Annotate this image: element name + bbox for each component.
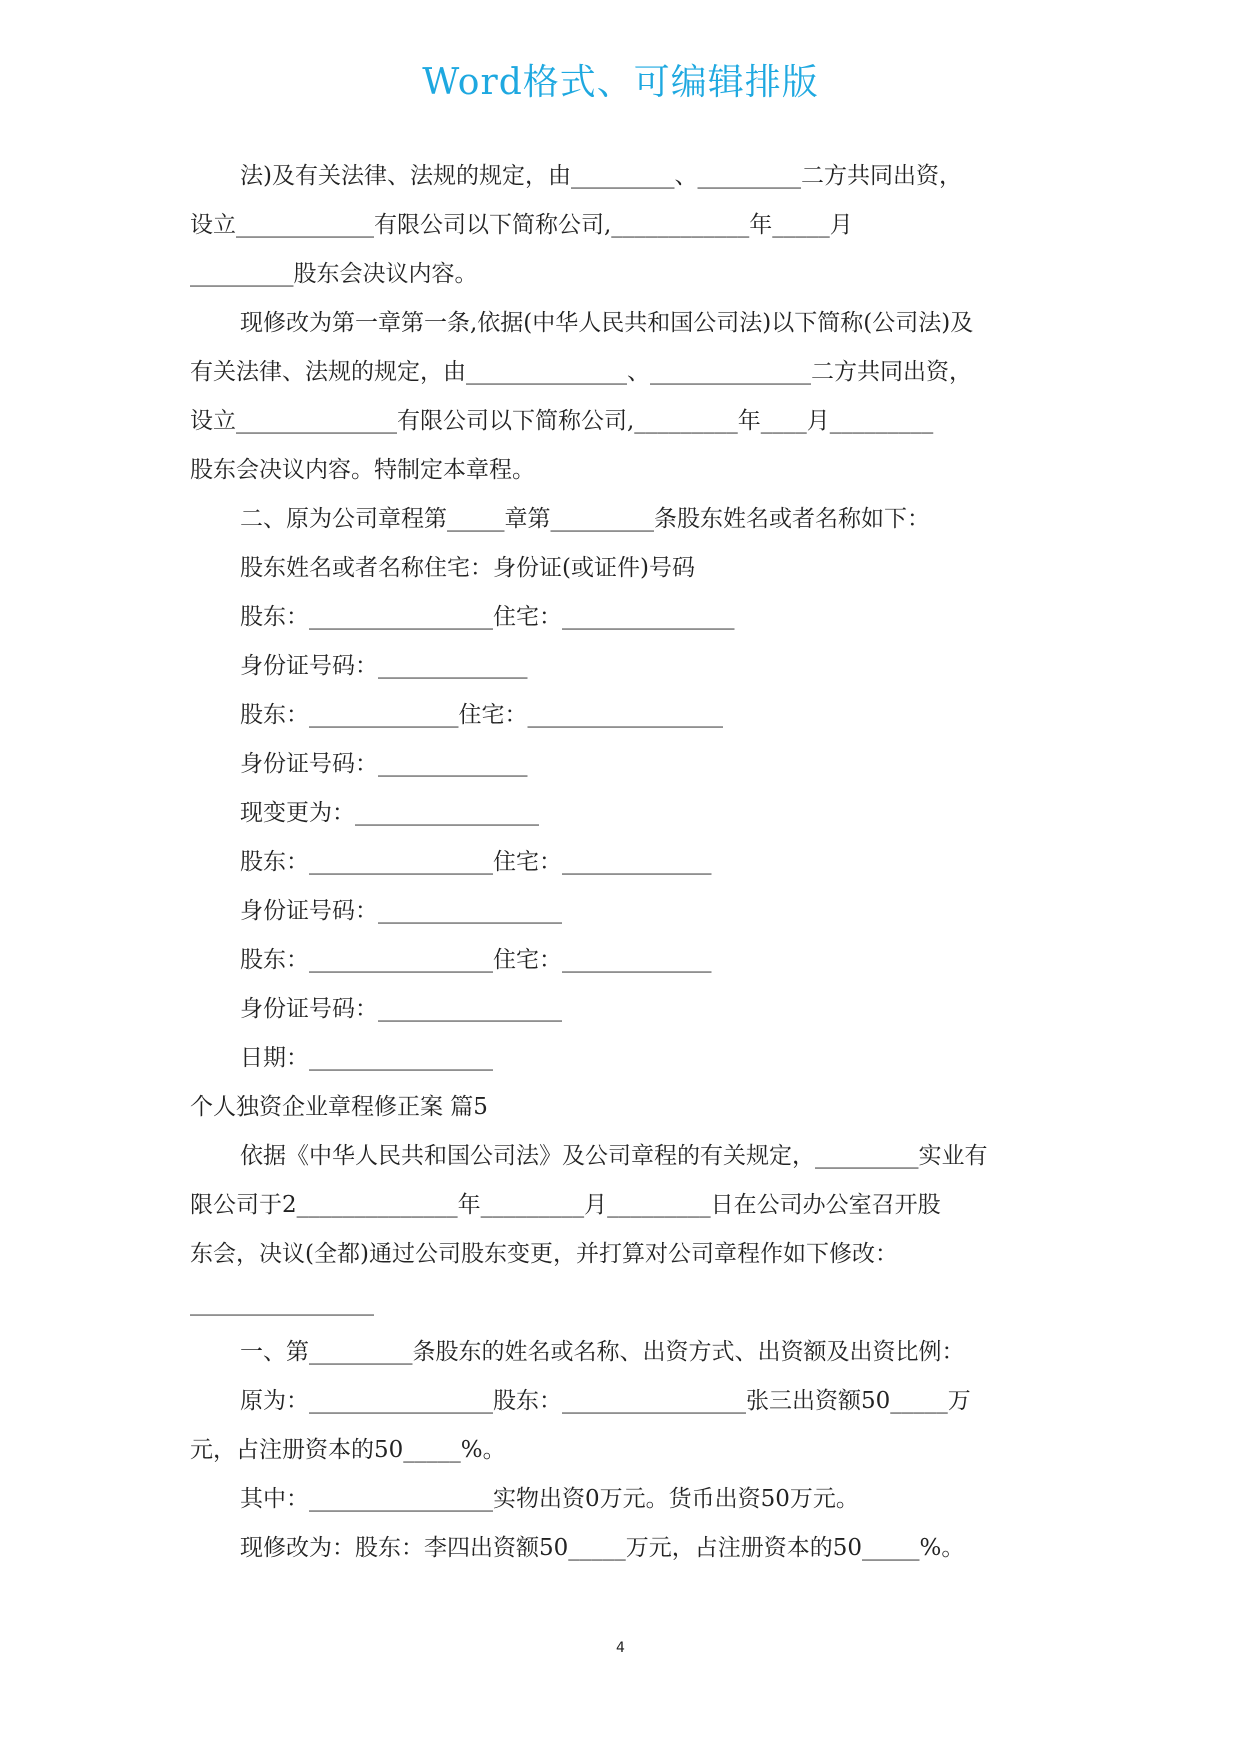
paragraph-line: 元，占注册资本的50_____%。 [190,1437,506,1463]
paragraph-line: 依据《中华人民共和国公司法》及公司章程的有关规定，_________实业有 [240,1143,988,1169]
paragraph-line: 设立______________有限公司以下简称公司,_________年____月_________ [190,408,934,434]
paragraph-line: 现修改为：股东：李四出资额50_____万元，占注册资本的50_____%。 [240,1535,965,1561]
blank-field-line: ________________ [190,1290,374,1316]
id-number-field-line: 身份证号码：________________ [240,996,562,1022]
shareholder-field-line: 股东：________________住宅：_______________ [240,604,735,630]
shareholder-field-line: 股东：________________住宅：_____________ [240,947,712,973]
paragraph-line: 二、原为公司章程第_____章第_________条股东姓名或者名称如下： [240,506,930,532]
paragraph-line: 股东会决议内容。特制定本章程。 [190,457,535,483]
paragraph-line: 有关法律、法规的规定，由______________、______________二方共同出资， [190,359,972,385]
shareholder-field-line: 股东：_____________住宅：_________________ [240,702,723,728]
document-body [190,152,1060,1573]
id-number-field-line: 身份证号码：_____________ [240,751,528,777]
id-number-field-line: 身份证号码：________________ [240,898,562,924]
page-number: 4 [616,1640,625,1656]
date-field-line: 日期：________________ [240,1045,493,1071]
section-heading: 个人独资企业章程修正案 篇5 [190,1094,488,1120]
paragraph-line: 法)及有关法律、法规的规定，由_________、_________二方共同出资， [240,163,962,189]
change-field-line: 现变更为：________________ [240,800,539,826]
paragraph-line: 股东姓名或者名称住宅：身份证(或证件)号码 [240,555,695,581]
paragraph-line: _________股东会决议内容。 [190,261,478,287]
paragraph-line: 限公司于2______________年_________月_________日在公司办公室召开股 [190,1192,941,1218]
paragraph-line: 一、第_________条股东的姓名或名称、出资方式、出资额及出资比例： [240,1339,965,1365]
paragraph-line: 其中：________________实物出资0万元。货币出资50万元。 [240,1486,859,1512]
page-header-title: Word格式、可编辑排版 [422,62,819,103]
id-number-field-line: 身份证号码：_____________ [240,653,528,679]
paragraph-line: 现修改为第一章第一条,依据(中华人民共和国公司法)以下简称(公司法)及 [240,310,974,336]
paragraph-line: 原为：________________股东：________________张三出资额50_____万 [240,1388,971,1414]
paragraph-line: 设立____________有限公司以下简称公司,____________年_____月 [190,212,853,238]
shareholder-field-line: 股东：________________住宅：_____________ [240,849,712,875]
paragraph-line: 东会，决议(全都)通过公司股东变更，并打算对公司章程作如下修改： [190,1241,898,1267]
